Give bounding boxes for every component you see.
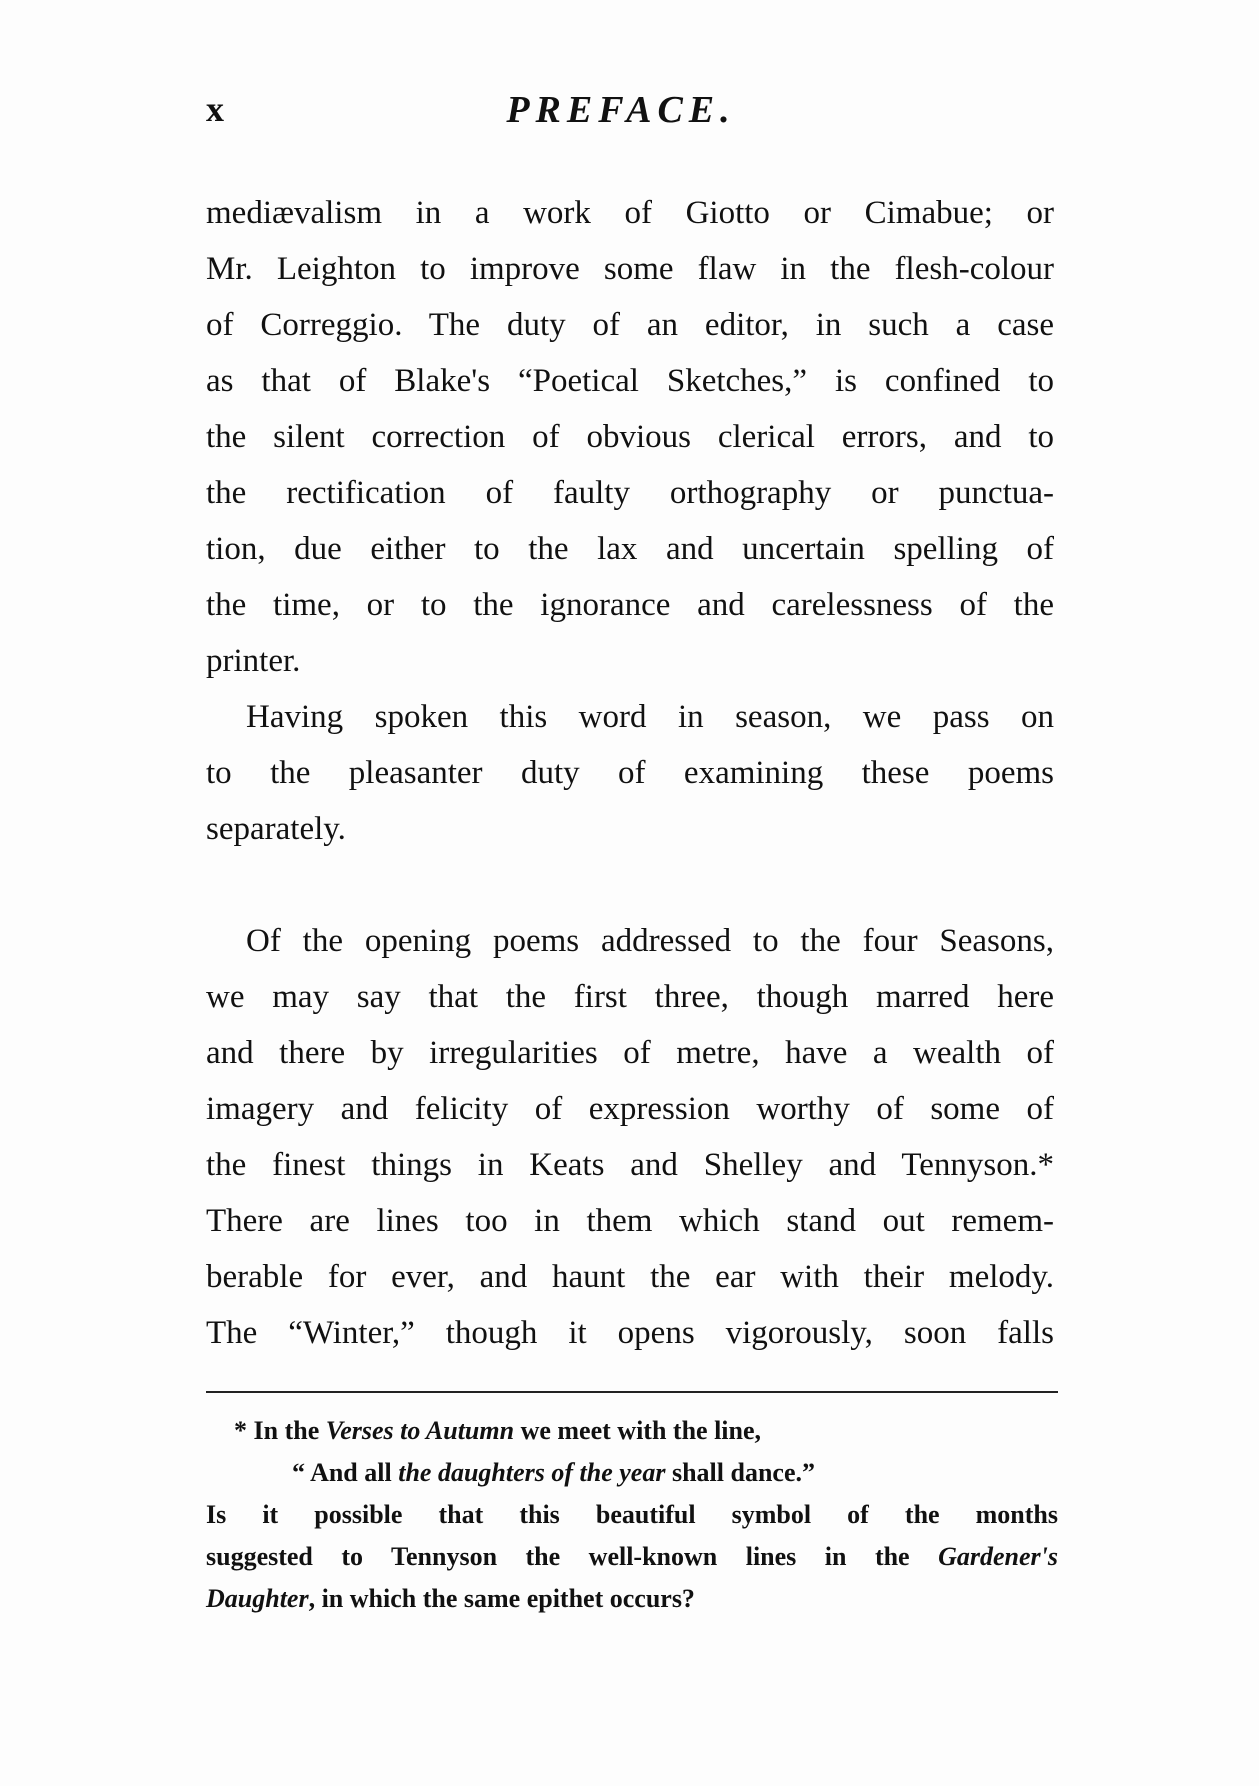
text-line: Mr. Leighton to improve some flaw in the flesh-colour (206, 251, 1054, 287)
text-line: and there by irregularities of metre, have a wealth of (206, 1035, 1054, 1071)
text-line: separately. (206, 811, 346, 847)
running-head (206, 88, 1056, 138)
text-line: the time, or to the ignorance and carelessness of the (206, 587, 1054, 623)
footnote-line: * In the Verses to Autumn we meet with the line, (234, 1416, 762, 1445)
text-line: imagery and felicity of expression worthy of some of (206, 1091, 1054, 1127)
text-line: printer. (206, 643, 301, 679)
text-line: the finest things in Keats and Shelley and Tennyson.* (206, 1147, 1054, 1183)
body-text (206, 185, 1054, 1361)
text-line: of Correggio. The duty of an editor, in such a case (206, 307, 1054, 343)
text-line: There are lines too in them which stand out remem- (206, 1203, 1054, 1239)
paragraph (206, 913, 1054, 1361)
footnote-rule (206, 1391, 1058, 1393)
page-number: x (206, 89, 224, 129)
text-line: berable for ever, and haunt the ear with their melody. (206, 1259, 1054, 1295)
text-line: tion, due either to the lax and uncertain spelling of (206, 531, 1054, 567)
text-line: to the pleasanter duty of examining these poems (206, 755, 1054, 791)
text-line: mediævalism in a work of Giotto or Cimabue; or (206, 195, 1054, 231)
paragraph (206, 689, 1054, 857)
text-line: we may say that the first three, though marred here (206, 979, 1054, 1015)
footnote-line: suggested to Tennyson the well-known lines in the Gardener's (206, 1542, 1058, 1571)
running-title: PREFACE. (506, 89, 736, 131)
text-line: Of the opening poems addressed to the four Seasons, (246, 923, 1054, 959)
text-line: Having spoken this word in season, we pass on (246, 699, 1054, 735)
footnote (206, 1410, 1058, 1620)
text-line: The “Winter,” though it opens vigorously, soon falls (206, 1315, 1054, 1351)
paragraph (206, 185, 1054, 689)
footnote-quote: “ And all the daughters of the year shall dance.” (292, 1458, 815, 1487)
text-line: as that of Blake's “Poetical Sketches,” is confined to (206, 363, 1054, 399)
section-break (206, 857, 1054, 913)
footnote-line: Is it possible that this beautiful symbol of the months (206, 1500, 1058, 1529)
footnote-line: Daughter, in which the same epithet occurs? (206, 1584, 695, 1613)
text-line: the rectification of faulty orthography or punctua- (206, 475, 1054, 511)
text-line: the silent correction of obvious clerical errors, and to (206, 419, 1054, 455)
